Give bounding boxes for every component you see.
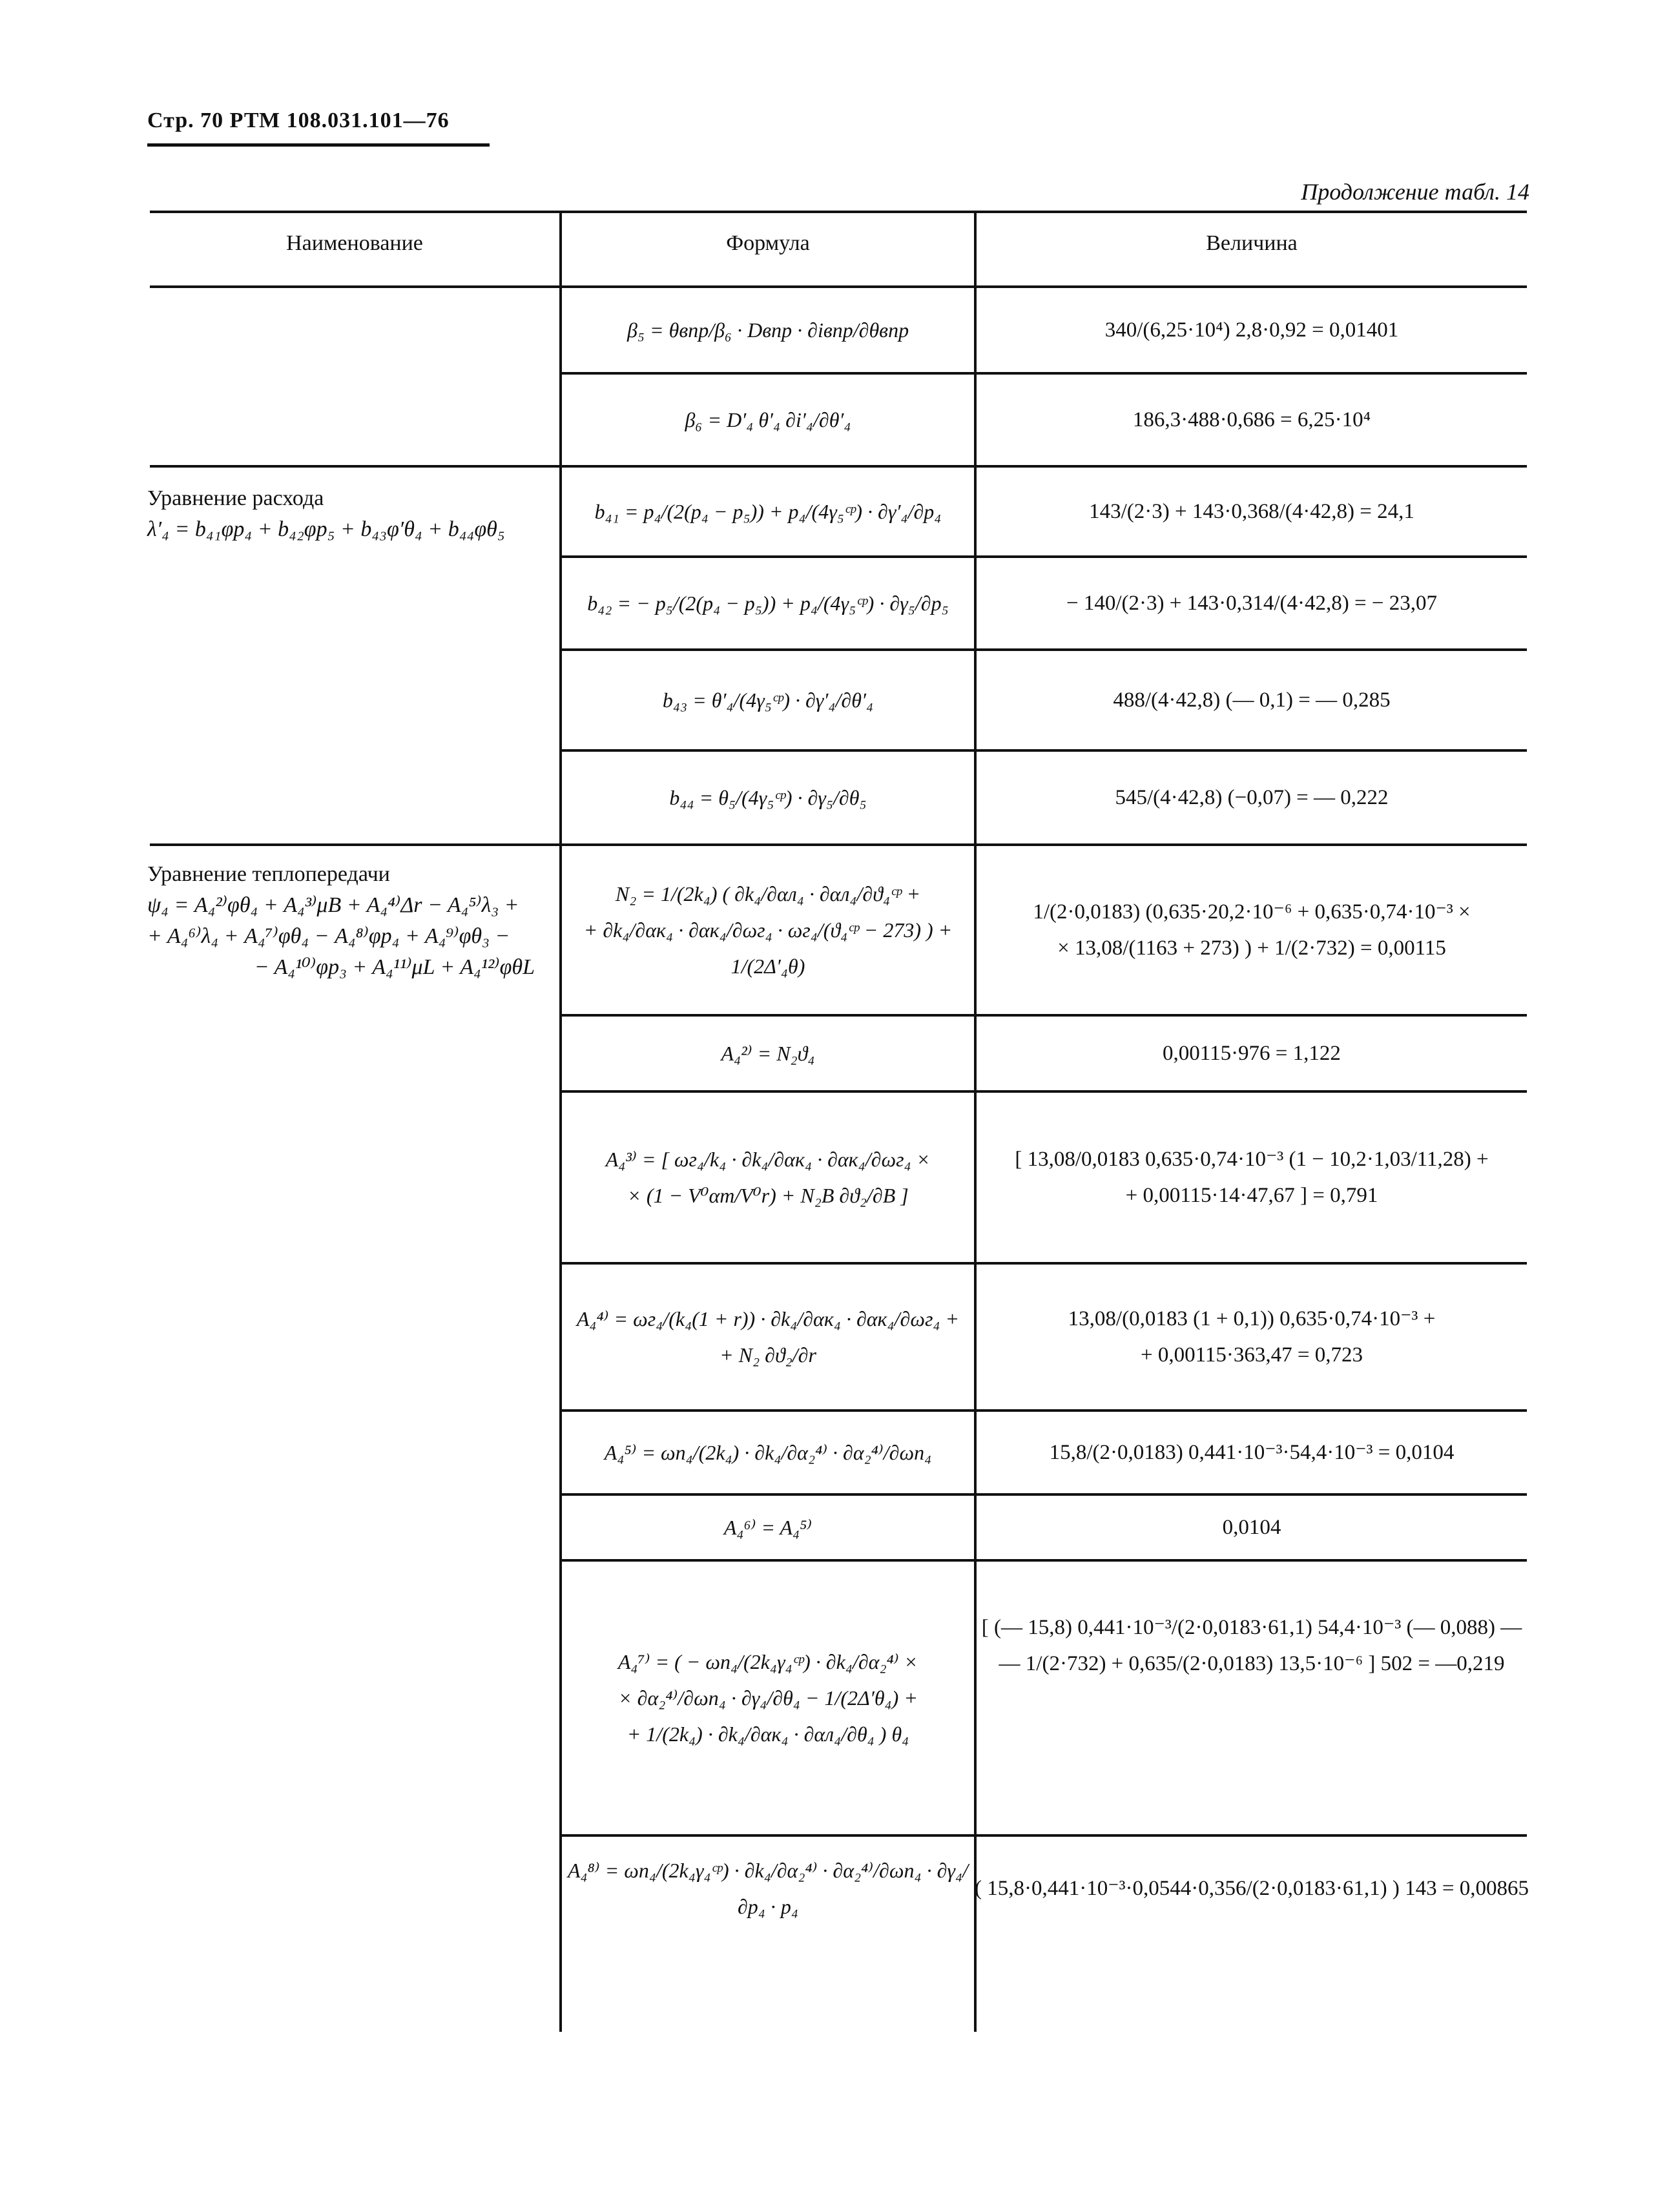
flow-equation-block (147, 483, 561, 545)
value-a4-4: 13,08/(0,0183 (1 + 0,1)) 0,635·0,74·10⁻³ + + 0,00115·363,47 = 0,723 (1068, 1307, 1436, 1367)
header-rule (147, 143, 490, 147)
formula-a4-7: A₄⁷⁾ = ( − ωп₄/(2k₄γ₄ᶜᵖ) · ∂k₄/∂α₂⁴⁾ × × ∂α₂⁴⁾/∂ωп₄ · ∂γ₄/∂θ₄ − 1/(2Δ′θ₄) + + 1/(2k₄) · ∂k₄/∂αк₄ · ∂αл₄/∂θ₄ ) θ₄ (617, 1650, 918, 1746)
heat-equation-title: Уравнение теплопередачи (147, 862, 390, 886)
formula-a4-3: A₄³⁾ = [ ωг₄/k₄ · ∂k₄/∂αк₄ · ∂αк₄/∂ωг₄ × × (1 − V⁰αт/V⁰r) + N₂B ∂ϑ₂/∂B ] (605, 1148, 931, 1207)
heat-equation-line: + A₄⁶⁾λ₄ + A₄⁷⁾φθ₄ − A₄⁸⁾φp₄ + A₄⁹⁾φθ₃ − (147, 924, 510, 948)
formula-b43: b₄₃ = θ′₄/(4γ₅ᶜᵖ) · ∂γ′₄/∂θ′₄ (662, 688, 874, 712)
heat-equation-line: ψ₄ = A₄²⁾φθ₄ + A₄³⁾μB + A₄⁴⁾Δr − A₄⁵⁾λ₃ + (147, 893, 519, 917)
value-n2: 1/(2·0,0183) (0,635·20,2·10⁻⁶ + 0,635·0,74·10⁻³ × × 13,08/(1163 + 273) ) + 1/(2·732) = 0,00115 (1033, 900, 1471, 960)
formula-a4-5: A₄⁵⁾ = ωп₄/(2k₄) · ∂k₄/∂α₂⁴⁾ · ∂α₂⁴⁾/∂ωп₄ (604, 1441, 932, 1464)
formula-a4-2: A₄²⁾ = N₂ϑ₄ (721, 1042, 815, 1065)
column-header-name: Наименование (286, 231, 423, 255)
formula-beta6: β₆ = D′₄ θ′₄ ∂i′₄/∂θ′₄ (685, 408, 851, 431)
value-beta5: 340/(6,25·10⁴) 2,8·0,92 = 0,01401 (1104, 318, 1399, 342)
flow-equation: λ′₄ = b₄₁φp₄ + b₄₂φp₅ + b₄₃φ′θ₄ + b₄₄φθ₅ (147, 517, 505, 541)
formula-beta5: β₅ = θвпр/β₆ · Dвпр · ∂iвпр/∂θвпр (627, 318, 909, 342)
formula-n2: N₂ = 1/(2k₄) ( ∂k₄/∂αл₄ · ∂αл₄/∂ϑ₄ᶜᵖ + + ∂k₄/∂αк₄ · ∂αк₄/∂ωг₄ · ωг₄/(ϑ₄ᶜᵖ − 273) ) + 1/(2Δ′₄θ) (583, 882, 953, 978)
value-b43: 488/(4·42,8) (— 0,1) = — 0,285 (1113, 688, 1391, 712)
page-header: Стр. 70 РТМ 108.031.101—76 (147, 109, 450, 132)
value-a4-5: 15,8/(2·0,0183) 0,441·10⁻³·54,4·10⁻³ = 0,0104 (1049, 1441, 1455, 1464)
value-a4-3: [ 13,08/0,0183 0,635·0,74·10⁻³ (1 − 10,2·1,03/11,28) + + 0,00115·14·47,67 ] = 0,791 (1015, 1148, 1489, 1207)
flow-equation-title: Уравнение расхода (147, 486, 324, 510)
value-b42: − 140/(2·3) + 143·0,314/(4·42,8) = − 23,07 (1066, 592, 1437, 615)
value-a4-8: ( 15,8·0,441·10⁻³·0,0544·0,356/(2·0,0183·61,1) ) 143 = 0,00865 (975, 1877, 1529, 1900)
formula-a4-8: A₄⁸⁾ = ωп₄/(2k₄γ₄ᶜᵖ) · ∂k₄/∂α₂⁴⁾ · ∂α₂⁴⁾/∂ωп₄ · ∂γ₄/∂p₄ · p₄ (567, 1859, 968, 1918)
value-b44: 545/(4·42,8) (−0,07) = — 0,222 (1115, 786, 1389, 809)
value-a4-7: [ (— 15,8) 0,441·10⁻³/(2·0,0183·61,1) 54,4·10⁻³ (— 0,088) — — 1/(2·732) + 0,635/(2·0,0183) 13,5·10⁻⁶ ] 502 = —0,219 (981, 1616, 1522, 1675)
table-continuation-note: Продолжение табл. 14 (1301, 179, 1529, 205)
value-a4-2: 0,00115·976 = 1,122 (1163, 1042, 1341, 1065)
value-a4-6: 0,0104 (1222, 1516, 1281, 1539)
heat-equation-line: − A₄¹⁰⁾φp₃ + A₄¹¹⁾μL + A₄¹²⁾φθL (254, 955, 535, 979)
value-beta6: 186,3·488·0,686 = 6,25·10⁴ (1132, 408, 1371, 431)
formula-b44: b₄₄ = θ₅/(4γ₅ᶜᵖ) · ∂γ₅/∂θ₅ (669, 786, 867, 809)
value-b41: 143/(2·3) + 143·0,368/(4·42,8) = 24,1 (1089, 500, 1414, 523)
formula-a4-6: A₄⁶⁾ = A₄⁵⁾ (723, 1516, 813, 1539)
formula-b41: b₄₁ = p₄/(2(p₄ − p₅)) + p₄/(4γ₅ᶜᵖ) · ∂γ′₄/∂p₄ (594, 500, 942, 523)
column-header-formula: Формула (726, 231, 810, 255)
formula-a4-4: A₄⁴⁾ = ωг₄/(k₄(1 + r)) · ∂k₄/∂αк₄ · ∂αк₄/∂ωг₄ + + N₂ ∂ϑ₂/∂r (576, 1307, 960, 1367)
heat-equation-block (147, 859, 561, 983)
table-top-rule (150, 211, 1527, 213)
column-header-value: Величина (1206, 231, 1298, 255)
formula-b42: b₄₂ = − p₅/(2(p₄ − p₅)) + p₄/(4γ₅ᶜᵖ) · ∂γ₅/∂p₅ (587, 592, 949, 615)
